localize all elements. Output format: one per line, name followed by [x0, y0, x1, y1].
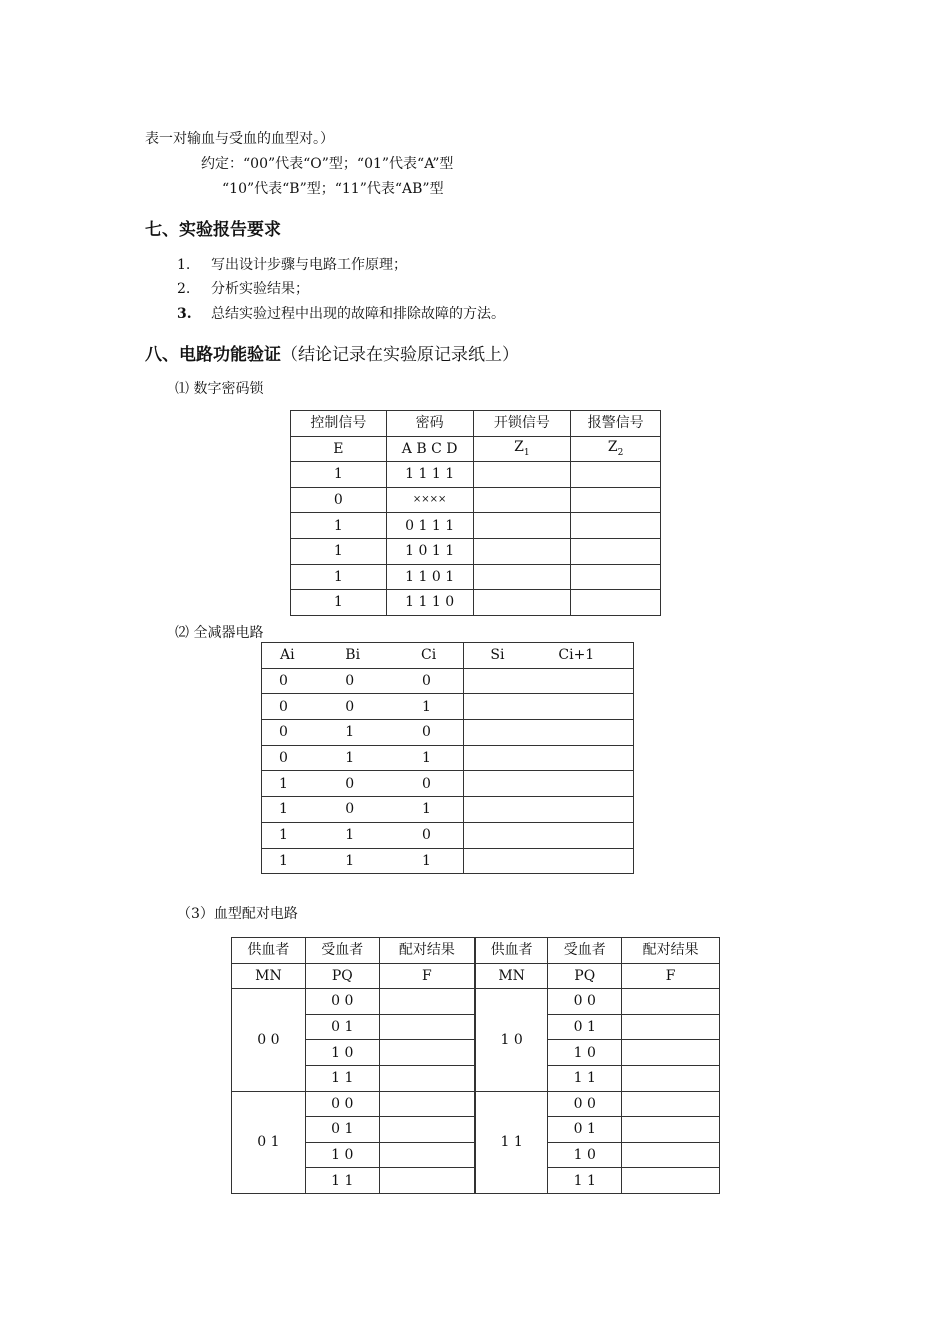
table-cell: 1	[291, 564, 387, 590]
table-cell: 0 1 1 1	[386, 513, 473, 539]
table-cell: 1	[262, 822, 332, 848]
intro-line-1: 表一对输血与受血的血型对。）	[145, 131, 334, 147]
empty-cell	[622, 1065, 720, 1091]
list-item-number: 2.	[177, 281, 191, 297]
symbol-z1: Z	[514, 438, 524, 455]
table-cell: 0	[403, 720, 464, 746]
list-item-number: 3.	[177, 306, 192, 322]
table-cell: 0	[331, 668, 403, 694]
empty-cell	[571, 564, 661, 590]
intro-line-3: “10”代表“B”型；“11”代表“AB”型	[222, 181, 444, 197]
table-row	[232, 1091, 720, 1117]
empty-cell	[622, 1117, 720, 1143]
donor-group-cell: 1 1	[475, 1091, 548, 1193]
section-8-note: （结论记录在实验原记录纸上）	[281, 345, 519, 365]
symbol-cell: MN	[232, 963, 306, 989]
table-cell: 0 1	[305, 1014, 379, 1040]
header-cell: 受血者	[305, 938, 379, 964]
empty-cell	[464, 720, 634, 746]
table-cell: 1 1 1 0	[386, 590, 473, 616]
symbol-cell: A B C D	[386, 436, 473, 462]
table-cell: 1	[291, 590, 387, 616]
table-row	[232, 989, 720, 1015]
table-cell: 0 1	[305, 1117, 379, 1143]
table-cell: 1 1	[305, 1065, 379, 1091]
empty-cell	[571, 590, 661, 616]
table-cell: 0	[403, 822, 464, 848]
symbol-cell: PQ	[548, 963, 622, 989]
table-cell: 1	[331, 848, 403, 874]
table-row	[291, 411, 661, 437]
empty-cell	[571, 462, 661, 488]
list-item	[177, 254, 407, 274]
header-ci1: Ci+1	[558, 647, 595, 664]
symbol-cell: PQ	[305, 963, 379, 989]
list-item-text: 写出设计步骤与电路工作原理；	[211, 257, 407, 273]
header-cell-bi: Bi	[331, 643, 403, 669]
symbol-cell: F	[379, 963, 475, 989]
table-cell: 0 0	[305, 1091, 379, 1117]
empty-cell	[464, 745, 634, 771]
symbol-z2-subscript: 2	[617, 447, 624, 458]
table-cell: 0	[403, 668, 464, 694]
table-row	[262, 771, 634, 797]
empty-cell	[379, 1117, 475, 1143]
empty-cell	[473, 462, 571, 488]
table-cell: 0 1	[548, 1117, 622, 1143]
empty-cell	[473, 487, 571, 513]
header-cell: 配对结果	[379, 938, 475, 964]
header-cell: 报警信号	[571, 411, 661, 437]
intro-line-2: 约定：“00”代表“O”型；“01”代表“A”型	[201, 156, 454, 172]
symbol-cell	[473, 436, 571, 462]
table-row	[262, 797, 634, 823]
empty-cell	[473, 564, 571, 590]
empty-cell	[473, 513, 571, 539]
table-cell: 0	[403, 771, 464, 797]
table-cell: 1	[331, 822, 403, 848]
list-item	[177, 278, 309, 298]
empty-cell	[622, 1142, 720, 1168]
empty-cell	[379, 989, 475, 1015]
empty-cell	[379, 1168, 475, 1194]
empty-cell	[622, 1014, 720, 1040]
table-cell: 0 0	[548, 989, 622, 1015]
table-row	[232, 938, 720, 964]
donor-group-cell: 0 1	[232, 1091, 306, 1193]
symbol-cell: E	[291, 436, 387, 462]
table-cell: 1 0	[305, 1142, 379, 1168]
table-cell: 1 1	[305, 1168, 379, 1194]
section-8-title: 八、电路功能验证	[145, 345, 281, 365]
table-row	[291, 487, 661, 513]
header-cell: 控制信号	[291, 411, 387, 437]
table-cell: 1	[403, 848, 464, 874]
empty-cell	[379, 1142, 475, 1168]
list-item-number: 1.	[177, 257, 191, 273]
table-cell: 0 0	[305, 989, 379, 1015]
table-cell: 0 1	[548, 1014, 622, 1040]
table-row	[262, 720, 634, 746]
table-cell: 1 0	[305, 1040, 379, 1066]
empty-cell	[379, 1091, 475, 1117]
empty-cell	[571, 538, 661, 564]
empty-cell	[464, 797, 634, 823]
subtractor-table	[261, 642, 634, 874]
symbol-cell: F	[622, 963, 720, 989]
header-cell: 供血者	[475, 938, 548, 964]
symbol-z2: Z	[607, 438, 618, 455]
table-cell: ××××	[386, 487, 473, 513]
table-cell: 1 1 0 1	[386, 564, 473, 590]
table-row	[291, 513, 661, 539]
table-row	[262, 848, 634, 874]
table-row	[291, 436, 661, 462]
header-cell: 配对结果	[622, 938, 720, 964]
symbol-z1-subscript: 1	[523, 447, 530, 458]
empty-cell	[464, 668, 634, 694]
header-cell-outputs	[464, 643, 634, 669]
table-cell: 1	[331, 720, 403, 746]
header-cell: 密码	[386, 411, 473, 437]
empty-cell	[464, 822, 634, 848]
empty-cell	[464, 848, 634, 874]
header-si: Si	[490, 647, 505, 664]
empty-cell	[622, 1040, 720, 1066]
table-row	[291, 538, 661, 564]
table-cell: 0	[331, 694, 403, 720]
table-row	[262, 668, 634, 694]
section-8-heading	[145, 340, 519, 365]
table-row	[262, 745, 634, 771]
table-cell: 1 1 1 1	[386, 462, 473, 488]
table-row	[262, 822, 634, 848]
table-cell: 0	[291, 487, 387, 513]
table-cell: 1 1	[548, 1065, 622, 1091]
table-cell: 1 0	[548, 1040, 622, 1066]
blood-table	[231, 937, 720, 1194]
header-cell: 供血者	[232, 938, 306, 964]
table-cell: 1	[403, 797, 464, 823]
empty-cell	[622, 1091, 720, 1117]
symbol-cell	[571, 436, 661, 462]
empty-cell	[379, 1065, 475, 1091]
blood-table-label: （3）血型配对电路	[177, 906, 298, 922]
table-cell: 0	[331, 797, 403, 823]
empty-cell	[622, 989, 720, 1015]
empty-cell	[473, 590, 571, 616]
table-row	[291, 564, 661, 590]
header-cell-ai: Ai	[262, 643, 332, 669]
lock-table	[290, 410, 661, 616]
table-row	[262, 694, 634, 720]
list-item	[177, 303, 505, 323]
section-7-heading: 七、实验报告要求	[145, 220, 281, 240]
table-cell: 1	[403, 694, 464, 720]
empty-cell	[464, 771, 634, 797]
empty-cell	[379, 1040, 475, 1066]
empty-cell	[473, 538, 571, 564]
table-row	[291, 590, 661, 616]
table-cell: 1	[262, 848, 332, 874]
table-cell: 1 0	[548, 1142, 622, 1168]
list-item-text: 分析实验结果；	[211, 281, 309, 297]
header-cell: 受血者	[548, 938, 622, 964]
table-cell: 0	[262, 694, 332, 720]
table-row	[232, 963, 720, 989]
table-cell: 0	[262, 668, 332, 694]
symbol-cell: MN	[475, 963, 548, 989]
table-cell: 1 0 1 1	[386, 538, 473, 564]
header-cell: 开锁信号	[473, 411, 571, 437]
table-cell: 1	[291, 513, 387, 539]
table-cell: 1	[291, 462, 387, 488]
empty-cell	[571, 487, 661, 513]
table-cell: 1	[262, 797, 332, 823]
empty-cell	[571, 513, 661, 539]
lock-table-label: ⑴ 数字密码锁	[175, 381, 264, 397]
table-cell: 1	[331, 745, 403, 771]
table-cell: 0 0	[548, 1091, 622, 1117]
empty-cell	[379, 1014, 475, 1040]
header-cell-ci: Ci	[403, 643, 464, 669]
table-cell: 1	[262, 771, 332, 797]
donor-group-cell: 1 0	[475, 989, 548, 1091]
table-cell: 0	[262, 720, 332, 746]
table-cell: 0	[331, 771, 403, 797]
empty-cell	[464, 694, 634, 720]
table-cell: 0	[262, 745, 332, 771]
donor-group-cell: 0 0	[232, 989, 306, 1091]
empty-cell	[622, 1168, 720, 1194]
list-item-text: 总结实验过程中出现的故障和排除故障的方法。	[211, 306, 505, 322]
table-row	[262, 643, 634, 669]
table-cell: 1	[291, 538, 387, 564]
subtractor-table-label: ⑵ 全减器电路	[175, 625, 264, 641]
table-row	[291, 462, 661, 488]
table-cell: 1	[403, 745, 464, 771]
table-cell: 1 1	[548, 1168, 622, 1194]
